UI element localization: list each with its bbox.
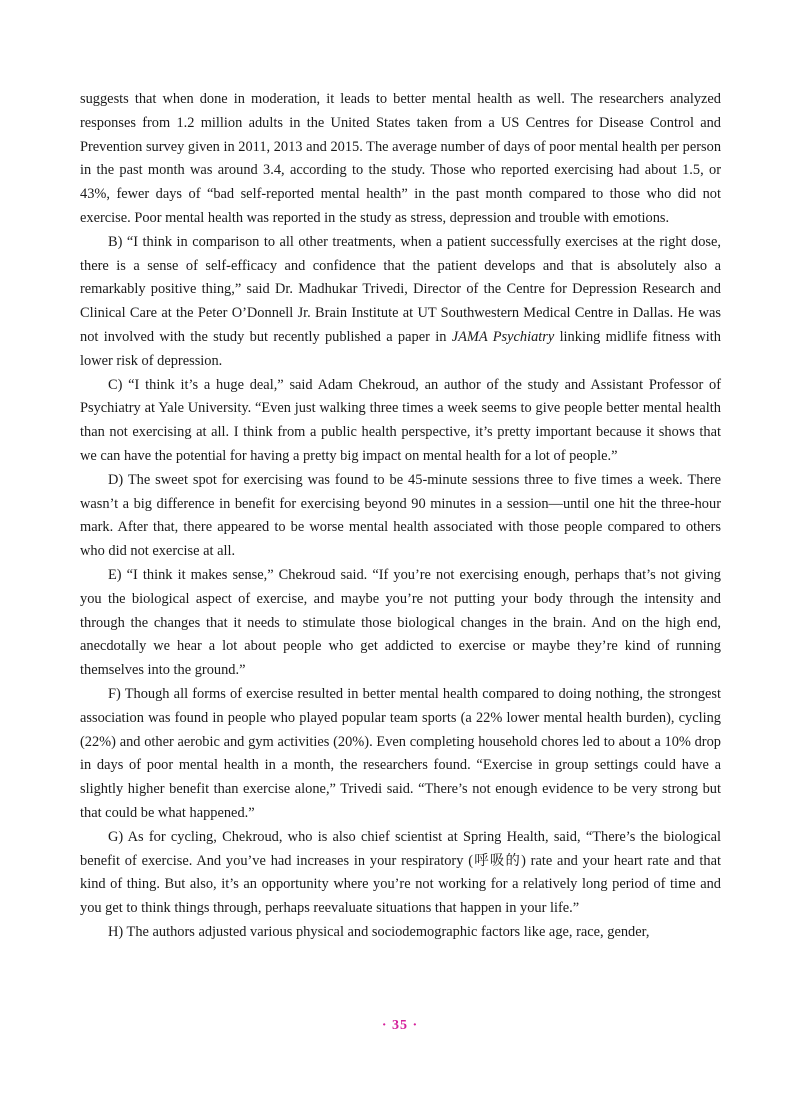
- page-number: · 35 ·: [381, 1018, 419, 1033]
- paragraph-g: [80, 826, 721, 921]
- paragraph-text: “I think it makes sense,” Chekroud said. “If you’re not exercising enough, perhaps that’s not giving you the biological aspect of exercise, and maybe you’re not putting your body through the intensity and through the changes that it needs to stimulate those biological changes in the brain. And on the high end, anecdotally we hear a lot about people who get addicted to exercise or maybe they’re kind of running themselves into the ground.”: [80, 566, 721, 679]
- journal-title: JAMA Psychiatry: [451, 328, 555, 345]
- paragraph-text: “I think in comparison to all other treatments, when a patient successfully exercises at the right dose, there is a sense of self-efficacy and confidence that the patient develops and that is absolutely also a remarkably positive thing,” said Dr. Madhukar Trivedi, Director of the Centre for Depression Research and Clinical Care at the Peter O’Donnell Jr. Brain Institute at UT Southwestern Medical Centre in Dallas. He was not involved with the study but recently published a paper in: [80, 233, 721, 345]
- paragraph-label: D): [108, 471, 124, 488]
- paragraph-text: suggests that when done in moderation, it leads to better mental health as well. The researchers analyzed responses from 1.2 million adults in the United States taken from a US Centres for Disease Control and Prevention survey given in 2011, 2013 and 2015. The average number of days of poor mental health per person in the past month was around 3.4, according to the study. Those who reported exercising had about 1.5, or 43%, fewer days of “bad self-reported mental health” in the past month compared to those who did not exercise. Poor mental health was reported in the study as stress, depression and trouble with emotions.: [80, 91, 722, 226]
- paragraph-text: As for cycling, Chekroud, who is also chief scientist at Spring Health, said, “There’s the biological benefit of exercise. And you’ve had increases in your respiratory (呼吸的) rate and your heart rate and that kind of thing. But also, it’s an opportunity where you’re not working for a relatively long period of time and you get to think things through, perhaps reevaluate situations that happen in your life.”: [80, 828, 721, 917]
- paragraph-f: [80, 683, 721, 826]
- paragraph-text: Though all forms of exercise resulted in better mental health compared to doing nothing, the strongest association was found in people who played popular team sports (a 22% lower mental health burden), cycling (22%) and other aerobic and gym activities (20%). Even completing household chores led to about a 10% drop in days of poor mental health in a month, the researchers found. “Exercise in group settings could have a slightly higher benefit than exercise alone,” Trivedi said. “There’s not enough evidence to be very strong but that could be what happened.”: [80, 685, 721, 821]
- paragraph-d: [80, 469, 721, 564]
- paragraph-label: F): [108, 685, 121, 702]
- paragraph-text: The authors adjusted various physical and sociodemographic factors like age, race, gender,: [126, 923, 650, 940]
- paragraph-h: [80, 921, 721, 945]
- paragraph-label: G): [108, 828, 124, 845]
- paragraph-e: [80, 564, 721, 683]
- paragraph-label: C): [108, 376, 123, 393]
- paragraph-b: [80, 231, 721, 374]
- paragraph-label: B): [108, 233, 123, 250]
- paragraph-text: “I think it’s a huge deal,” said Adam Chekroud, an author of the study and Assistant Professor of Psychiatry at Yale University. “Even just walking three times a week seems to give people better mental health than not exercising at all. I think from a public health perspective, it’s pretty important because it shows that we can have the potential for having a pretty big impact on mental health for a lot of people.”: [80, 376, 721, 464]
- paragraph-label: E): [108, 566, 122, 583]
- paragraph-text: The sweet spot for exercising was found to be 45-minute sessions three to five times a week. There wasn’t a big difference in benefit for exercising beyond 90 minutes in a session—until one hit the three-hour mark. After that, there appeared to be worse mental health associated with those people compared to others who did not exercise at all.: [80, 471, 722, 560]
- paragraph-text-tail: linking midlife fitness with lower risk of depression.: [80, 328, 721, 369]
- paragraph-label: H): [108, 923, 124, 940]
- paragraph-c: [80, 374, 721, 469]
- paragraph-continued: [80, 88, 721, 231]
- article-body: [80, 88, 721, 945]
